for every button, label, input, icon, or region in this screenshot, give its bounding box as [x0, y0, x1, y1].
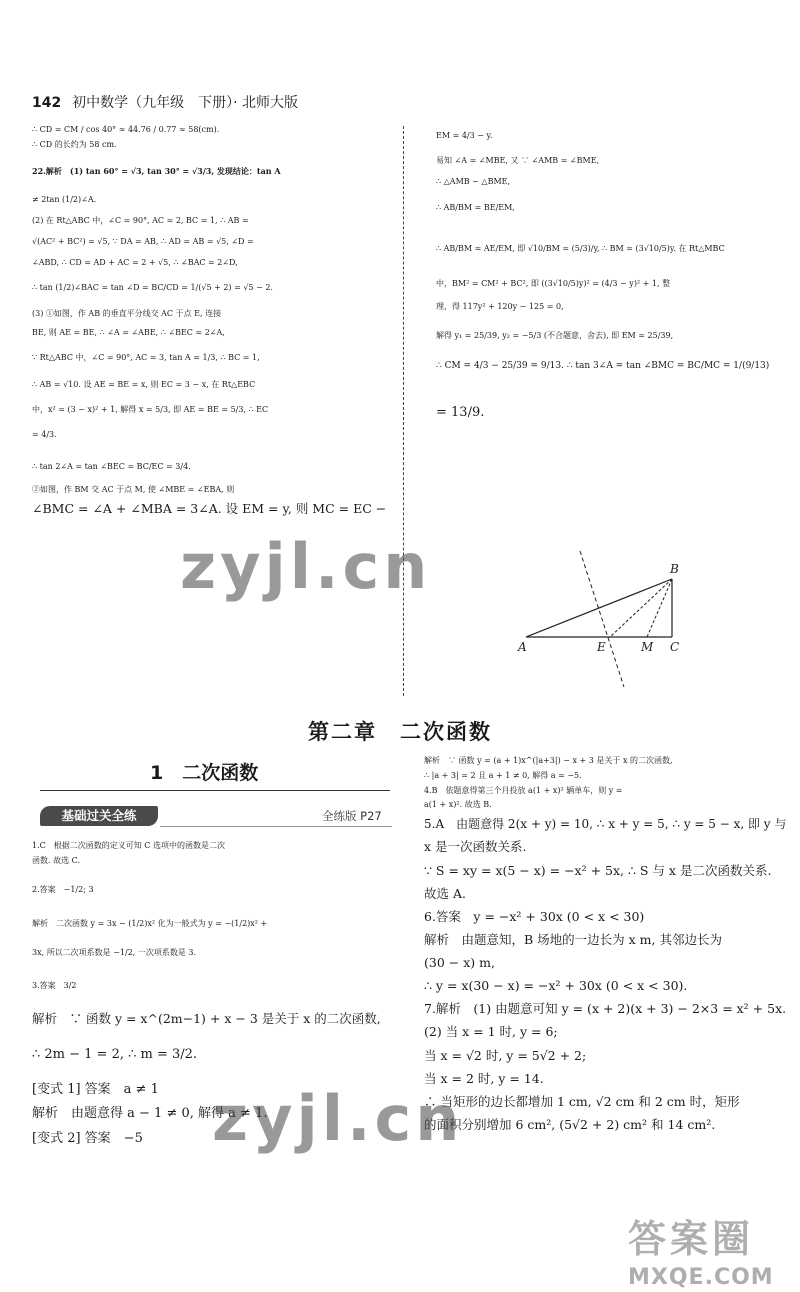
perpendicular-bisector	[580, 551, 624, 687]
text-line: ∠BMC = ∠A + ∠MBA = 3∠A. 设 EM = y, 则 MC = EC −	[32, 501, 387, 516]
text-line: (2) 当 x = 1 时, y = 6;	[424, 1024, 558, 1040]
text-line: (2) 在 Rt△ABC 中，∠C = 90°, AC = 2, BC = 1, ∴ AB =	[32, 215, 249, 225]
text-line: 5.A 由题意得 2(x + y) = 10, ∴ x + y = 5, ∴ y = 5 − x, 即 y 与	[424, 817, 787, 832]
text-line: ∴ tan (1/2)∠BAC = tan ∠D = BC/CD = 1/(√5 + 2) = √5 − 2.	[32, 283, 273, 293]
text-line: [变式 1] 答案 a ≠ 1	[32, 1081, 159, 1097]
text-line: 中，BM² = CM² + BC², 即 ((3√10/5)y)² = (4/3 − y)² + 1, 整	[436, 278, 671, 288]
text-line: 22.解析 (1) tan 60° = √3, tan 30° = √3/3, 发现结论：tan A	[32, 166, 281, 177]
text-line: ∵ Rt△ABC 中，∠C = 90°, AC = 3, tan A = 1/3, ∴ BC = 1,	[32, 352, 260, 362]
text-line: ②如图，作 BM 交 AC 于点 M, 使 ∠MBE = ∠EBA, 则	[32, 484, 235, 494]
column-divider	[403, 126, 404, 696]
text-line: 易知 ∠A = ∠MBE, 又 ∵ ∠AMB = ∠BME,	[436, 156, 600, 166]
text-line: x 是一次函数关系.	[424, 839, 527, 855]
practice-band-ref: 全练版 P27	[322, 809, 382, 823]
watermark: zyjl.cn	[212, 1082, 464, 1155]
text-line: 故选 A.	[424, 885, 466, 901]
segment-ab	[526, 579, 672, 637]
text-line: 当 x = 2 时, y = 14.	[424, 1070, 544, 1086]
corner-watermark	[628, 1208, 774, 1290]
text-line: 6.答案 y = −x² + 30x (0 < x < 30)	[424, 908, 645, 924]
label-a: A	[518, 640, 527, 654]
text-line: ∴ △AMB ∽ △BME,	[436, 177, 511, 187]
segment-be	[610, 579, 672, 637]
text-line: 解析 由题意知，B 场地的一边长为 x m, 其邻边长为	[424, 931, 722, 947]
page-number: 142	[32, 95, 62, 111]
text-line: 解析 ∵ 函数 y = x^(2m−1) + x − 3 是关于 x 的二次函数,	[32, 1011, 381, 1027]
text-line: 当 x = √2 时, y = 5√2 + 2;	[424, 1047, 587, 1063]
text-line: ∴ AB/BM = BE/EM,	[436, 202, 515, 212]
label-c: C	[670, 640, 680, 654]
practice-band-label: 基础过关全练	[40, 806, 158, 826]
geometry-figure	[500, 545, 700, 695]
text-line: 理，得 117y² + 120y − 125 = 0,	[436, 302, 564, 312]
text-line: a(1 + x)². 故选 B.	[424, 800, 492, 810]
text-line: 1.C 根据二次函数的定义可知 C 选项中的函数是二次	[32, 841, 225, 850]
text-line: ∠ABD, ∴ CD = AD + AC = 2 + √5, ∴ ∠BAC = 2∠D,	[32, 258, 238, 268]
text-line: ∴ AB = √10. 设 AE = BE = x, 则 EC = 3 − x, 在 Rt△EBC	[32, 380, 256, 390]
right-column	[436, 128, 769, 425]
label-b: B	[670, 562, 679, 576]
text-line: ∴ CD 的长约为 58 cm.	[32, 140, 117, 150]
text-line: (30 − x) m,	[424, 955, 495, 970]
chapter-title: 第二章 二次函数	[308, 720, 492, 744]
corner-watermark-logo: 答案圈	[628, 1217, 755, 1261]
text-line: 解析 二次函数 y = 3x − (1/2)x² 化为一般式为 y = −(1/2)x² +	[32, 918, 268, 928]
band-rule	[160, 826, 392, 827]
text-line: ∴ CM = 4/3 − 25/39 = 9/13. ∴ tan 3∠A = tan ∠BMC = BC/MC = 1/(9/13)	[436, 360, 770, 371]
watermark: zyjl.cn	[180, 530, 432, 603]
text-line: 4.B 依题意得第三个月投放 a(1 + x)² 辆单车，则 y =	[424, 785, 623, 795]
page-header	[32, 92, 298, 112]
book-title: 初中数学（九年级 下册）· 北师大版	[72, 95, 299, 111]
text-line: BE, 则 AE = BE, ∴ ∠A = ∠ABE, ∴ ∠BEC = 2∠A,	[32, 327, 225, 337]
text-line: 7.解析 (1) 由题意可知 y = (x + 2)(x + 3) − 2×3 = x² + 5x.	[424, 1001, 787, 1017]
text-line: ∴ |a + 3| = 2 且 a + 1 ≠ 0, 解得 a = −5.	[424, 770, 582, 780]
text-line: = 4/3.	[32, 430, 57, 440]
text-line: √(AC² + BC²) = √5, ∵ DA = AB, ∴ AD = AB = √5, ∠D =	[32, 236, 254, 246]
text-line: 解析 ∵ 函数 y = (a + 1)x^(|a+3|) − x + 3 是关于 x 的二次函数,	[424, 756, 673, 765]
text-line: 的面积分别增加 6 cm², (5√2 + 2) cm² 和 14 cm².	[424, 1116, 716, 1132]
text-line: 函数. 故选 C.	[32, 856, 81, 866]
corner-watermark-url: MXQE.COM	[628, 1265, 774, 1290]
text-line: 2.答案 −1/2; 3	[32, 885, 94, 895]
label-e: E	[597, 640, 606, 654]
text-line: [变式 2] 答案 −5	[32, 1130, 143, 1146]
text-line: ∴ tan 2∠A = tan ∠BEC = BC/EC = 3/4.	[32, 461, 191, 471]
text-line: ≠ 2tan (1/2)∠A.	[32, 194, 97, 204]
text-line: EM = 4/3 − y.	[436, 131, 493, 140]
text-line: ∴ 2m − 1 = 2, ∴ m = 3/2.	[32, 1046, 198, 1062]
text-line: 3.答案 3/2	[32, 980, 77, 990]
text-line: 3x, 所以二次项系数是 −1/2, 一次项系数是 3.	[32, 947, 197, 957]
text-line: (3) ①如图，作 AB 的垂直平分线交 AC 于点 E, 连接	[32, 308, 222, 318]
text-line: 中，x² = (3 − x)² + 1, 解得 x = 5/3, 即 AE = BE = 5/3, ∴ EC	[32, 405, 269, 415]
text-line: ∵ S = xy = x(5 − x) = −x² + 5x, ∴ S 与 x 是二次函数关系.	[424, 862, 772, 878]
text-line: = 13/9.	[436, 404, 485, 420]
lower-right-column	[424, 754, 786, 1136]
section-rule	[40, 790, 390, 791]
section-title: 1 二次函数	[150, 762, 259, 784]
text-line: 解析 由题意得 a − 1 ≠ 0, 解得 a ≠ 1.	[32, 1106, 268, 1122]
label-m: M	[641, 640, 654, 654]
text-line: 解得 y₁ = 25/39, y₂ = −5/3 (不合题意，舍去), 即 EM = 25/39,	[436, 331, 674, 341]
text-line: ∴ AB/BM = AE/EM, 即 √10/BM = (5/3)/y, ∴ BM = (3√10/5)y. 在 Rt△MBC	[436, 243, 725, 253]
text-line: ∴ 当矩形的边长都增加 1 cm, √2 cm 和 2 cm 时，矩形	[424, 1093, 740, 1109]
left-column	[32, 122, 386, 521]
text-line: ∴ y = x(30 − x) = −x² + 30x (0 < x < 30).	[424, 978, 688, 994]
text-line: ∴ CD = CM / cos 40° ≈ 44.76 / 0.77 ≈ 58(cm).	[32, 125, 220, 134]
